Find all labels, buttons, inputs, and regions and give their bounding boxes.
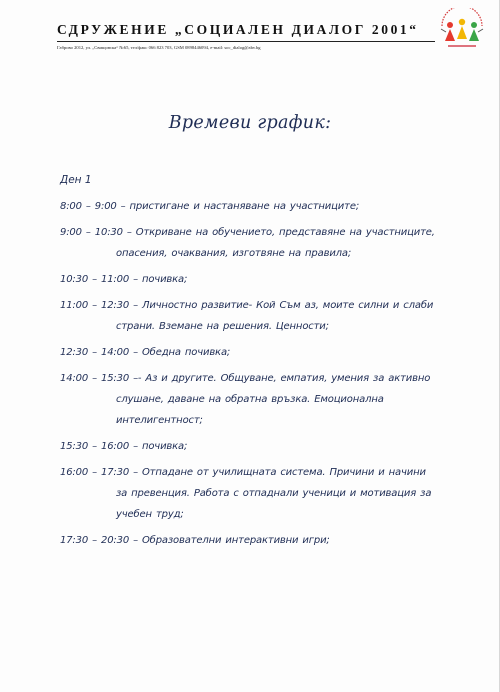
schedule-item: 11:00 – 12:30 – Личностно развитие- Кой Съм аз, моите силни и слаби страни. Вземане на решения. Ценности; — [60, 300, 434, 332]
schedule-item: 10:30 – 11:00 – почивка; — [60, 274, 188, 285]
social-dialog-logo-icon — [436, 8, 488, 50]
contact-details: Габрово 2012, ул. „Свищовска“ №65, тел/факс 066 823 703, GSM 0898446094, e-mail: soc_dialog@abv.bg — [57, 45, 261, 50]
document-title: Времеви график: — [168, 113, 332, 133]
schedule-item: 16:00 – 17:30 – Отпадане от училищната система. Причини и начини за превенция. Работа с отпаднали ученици и мотивация за учебен труд; — [60, 467, 432, 520]
header-divider — [57, 41, 435, 42]
schedule-item: 17:30 – 20:30 – Образователни интерактивни игри; — [60, 535, 330, 546]
organization-name: СДРУЖЕНИЕ „СОЦИАЛЕН ДИАЛОГ 2001“ — [57, 22, 419, 37]
schedule-list — [60, 196, 438, 556]
schedule-item: 14:00 – 15:30 –- Аз и другите. Общуване, емпатия, умения за активно слушане, даване на обратна връзка. Емоционална интелигентност; — [60, 373, 431, 426]
schedule-item: 8:00 – 9:00 – пристигане и настаняване на участниците; — [60, 201, 360, 212]
schedule-item: 15:30 – 16:00 – почивка; — [60, 441, 188, 452]
schedule-item: 12:30 – 14:00 – Обедна почивка; — [60, 347, 231, 358]
letterhead — [57, 22, 437, 51]
schedule-item: 9:00 – 10:30 – Откриване на обучението, представяне на участниците, опасения, очаквания, изготвяне на правила; — [60, 227, 435, 259]
day-label: Ден 1 — [60, 174, 92, 186]
